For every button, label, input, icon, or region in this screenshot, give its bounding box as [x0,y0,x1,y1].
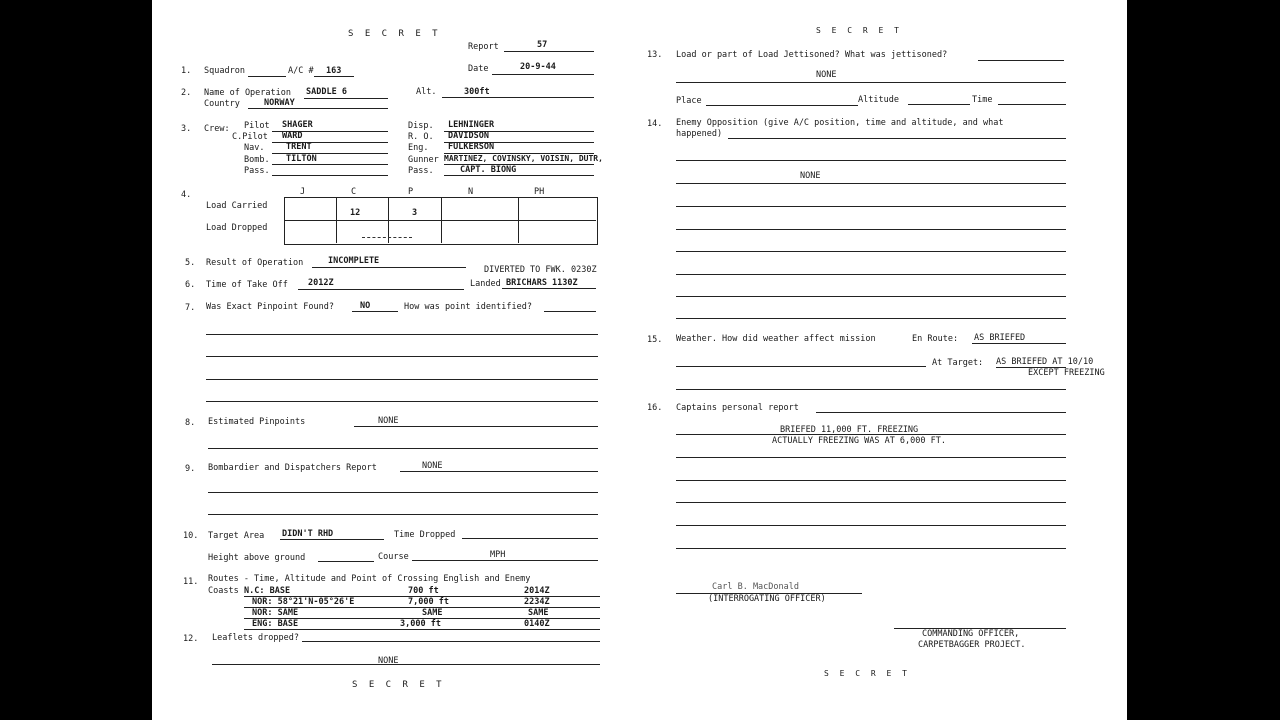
item-11-number: 11. [183,577,199,587]
header-secret-right: S E C R E T [816,26,902,35]
route-row-4-alt: 3,000 ft [400,619,441,629]
estimated-value: NONE [378,416,399,426]
country-value: NORWAY [264,98,295,108]
time-label-right: Time [972,95,993,105]
form-rule-line [676,82,1066,83]
pass2-value: CAPT. BIONG [460,165,517,175]
ac-label: A/C # [288,66,314,76]
bombardier-value: NONE [422,461,443,471]
operation-value: SADDLE 6 [306,87,347,97]
item-9-number: 9. [185,464,196,474]
route-row-2-time: 2234Z [524,597,550,607]
route-row-1-alt: 700 ft [408,586,439,596]
form-rule-line [354,426,598,427]
report-number: 57 [537,40,548,50]
footer-secret-left: S E C R E T [352,680,445,690]
alt-label: Alt. [416,87,437,97]
mission-report-document [152,0,1127,720]
estimated-label: Estimated Pinpoints [208,417,306,427]
ro-label: R. O. [408,132,434,142]
result-value: INCOMPLETE [328,256,380,266]
diverted-note: DIVERTED TO FWK. 0230Z [484,265,597,275]
gunner-label: Gunner [408,155,439,165]
form-rule-line [972,343,1066,344]
bombardier-label: Bombardier and Dispatchers Report [208,463,377,473]
form-rule-line [676,206,1066,207]
en-route-value: AS BRIEFED [974,333,1026,343]
routes-label: Routes - Time, Altitude and Point of Crossing English and Enemy [208,574,531,584]
pilot-value: SHAGER [282,120,313,130]
takeoff-label: Time of Take Off [206,280,288,290]
form-rule-line [244,629,600,630]
load-col-c: C [351,187,357,197]
form-rule-line [362,237,412,238]
landed-label: Landed [470,279,501,289]
form-rule-line [908,104,970,105]
gunner-value: MARTINEZ, COVINSKY, VOISIN, DUTR, [444,154,603,163]
jettisoned-value: NONE [816,70,837,80]
form-rule-line [336,197,337,243]
form-rule-line [442,97,594,98]
form-rule-line [676,183,1066,184]
item-1-number: 1. [181,66,192,76]
project-title: CARPETBAGGER PROJECT. [918,640,1026,650]
ac-number: 163 [326,66,342,76]
course-label: Course [378,552,409,562]
form-rule-line [318,561,374,562]
eng-value: FULKERSON [448,142,495,152]
route-row-2-alt: 7,000 ft [408,597,449,607]
form-rule-line [206,379,598,380]
item-7-number: 7. [185,303,196,313]
item-8-number: 8. [185,418,196,428]
item-4-number: 4. [181,190,192,200]
form-rule-line [676,480,1066,481]
form-rule-line [206,334,598,335]
route-row-2-point: NOR: 58°21'N-05°26'E [252,597,355,607]
load-col-j: J [300,187,306,197]
copilot-value: WARD [282,131,303,141]
form-rule-line [676,525,1066,526]
form-rule-line [206,401,598,402]
alt-value: 300ft [464,87,490,97]
form-rule-line [352,311,398,312]
load-dropped-label: Load Dropped [206,223,268,233]
load-col-p: P [408,187,414,197]
operation-label: Name of Operation [204,88,291,98]
enemy-label-2: happened) [676,129,723,139]
form-rule-line [676,296,1066,297]
form-rule-line [676,457,1066,458]
form-rule-line [676,434,1066,435]
item-10-number: 10. [183,531,199,541]
item-12-number: 12. [183,634,199,644]
form-rule-line [208,448,598,449]
squadron-label: Squadron [204,66,245,76]
pinpoint-label: Was Exact Pinpoint Found? [206,302,334,312]
pilot-label: Pilot [244,121,270,131]
form-rule-line [676,160,1066,161]
form-rule-line [272,175,388,176]
form-rule-line [272,164,388,165]
identified-label: How was point identified? [404,302,532,312]
form-rule-line [502,288,596,289]
form-rule-line [676,548,1066,549]
header-secret-left: S E C R E T [348,29,441,39]
leaflets-label: Leaflets dropped? [212,633,299,643]
place-label: Place [676,96,702,106]
footer-secret-right: S E C R E T [824,669,910,678]
item-16-number: 16. [647,403,663,413]
report-label: Report [468,42,499,52]
load-carried-p: 3 [412,208,418,218]
load-carried-c: 12 [350,208,361,218]
pinpoint-value: NO [360,301,371,311]
pass-label: Pass. [244,166,270,176]
captains-value-1: BRIEFED 11,000 FT. FREEZING [780,425,919,435]
route-row-1-time: 2014Z [524,586,550,596]
form-rule-line [676,229,1066,230]
route-row-3-time: SAME [528,608,549,618]
form-rule-line [302,641,600,642]
time-dropped-label: Time Dropped [394,530,456,540]
load-col-ph: PH [534,187,545,197]
form-rule-line [298,289,464,290]
enemy-value: NONE [800,171,821,181]
ro-value: DAVIDSON [448,131,489,141]
at-target-value-2: EXCEPT FREEZING [1028,368,1105,378]
crew-label: Crew: [204,124,230,134]
mph-label: MPH [490,550,506,560]
form-rule-line [312,267,466,268]
interrogating-officer-title: (INTERROGATING OFFICER) [708,594,826,604]
at-target-value: AS BRIEFED AT 10/10 [996,357,1094,367]
route-row-3-point: NOR: SAME [252,608,299,618]
item-6-number: 6. [185,280,196,290]
form-rule-line [816,412,1066,413]
at-target-label: At Target: [932,358,984,368]
form-rule-line [978,60,1064,61]
form-rule-line [676,274,1066,275]
load-col-n: N [468,187,474,197]
form-rule-line [492,74,594,75]
form-rule-line [706,105,858,106]
item-3-number: 3. [181,124,192,134]
form-rule-line [676,366,926,367]
item-13-number: 13. [647,50,663,60]
disp-value: LEHNINGER [448,120,495,130]
form-rule-line [676,389,1066,390]
form-rule-line [676,251,1066,252]
nav-value: TRENT [286,142,312,152]
captains-value-2: ACTUALLY FREEZING WAS AT 6,000 FT. [772,436,946,446]
enemy-label: Enemy Opposition (give A/C position, time and altitude, and what [676,118,1004,128]
item-14-number: 14. [647,119,663,129]
altitude-label: Altitude [858,95,899,105]
route-row-4-time: 0140Z [524,619,550,629]
form-rule-line [212,664,600,665]
load-carried-label: Load Carried [206,201,268,211]
copilot-label: C.Pilot [232,132,268,142]
form-rule-line [284,220,596,221]
landed-value: BRICHARS 1130Z [506,278,578,288]
bomb-value: TILTON [286,154,317,164]
leaflets-value: NONE [378,656,399,666]
form-rule-line [676,502,1066,503]
interrogating-officer-name: Carl B. MacDonald [712,582,799,592]
route-row-3-alt: SAME [422,608,443,618]
form-rule-line [400,471,598,472]
form-rule-line [208,514,598,515]
jettisoned-label: Load or part of Load Jettisoned? What was jettisoned? [676,50,948,60]
item-2-number: 2. [181,88,192,98]
pass2-label: Pass. [408,166,434,176]
form-rule-line [518,197,519,243]
route-row-4-point: ENG: BASE [252,619,299,629]
form-rule-line [444,175,594,176]
form-rule-line [314,76,354,77]
form-rule-line [544,311,596,312]
coasts-label: Coasts [208,586,239,596]
target-value: DIDN'T RHD [282,529,334,539]
route-row-1-point: N.C: BASE [244,586,291,596]
bomb-label: Bomb. [244,155,270,165]
form-rule-line [441,197,442,243]
result-label: Result of Operation [206,258,304,268]
weather-label: Weather. How did weather affect mission [676,334,876,344]
form-rule-line [462,538,598,539]
commanding-officer-title: COMMANDING OFFICER, [922,629,1020,639]
captains-label: Captains personal report [676,403,799,413]
form-rule-line [504,51,594,52]
item-5-number: 5. [185,258,196,268]
form-rule-line [208,492,598,493]
form-rule-line [728,138,1066,139]
form-rule-line [676,318,1066,319]
en-route-label: En Route: [912,334,959,344]
date-label: Date [468,64,489,74]
form-rule-line [248,108,388,109]
form-rule-line [280,539,384,540]
form-rule-line [998,104,1066,105]
form-rule-line [206,356,598,357]
item-15-number: 15. [647,335,663,345]
takeoff-value: 2012Z [308,278,334,288]
eng-label: Eng. [408,143,429,153]
disp-label: Disp. [408,121,434,131]
form-rule-line [248,76,286,77]
height-label: Height above ground [208,553,306,563]
form-rule-line [412,560,598,561]
target-label: Target Area [208,531,265,541]
country-label: Country [204,99,240,109]
nav-label: Nav. [244,143,265,153]
date-value: 20-9-44 [520,62,556,72]
form-rule-line [304,98,388,99]
